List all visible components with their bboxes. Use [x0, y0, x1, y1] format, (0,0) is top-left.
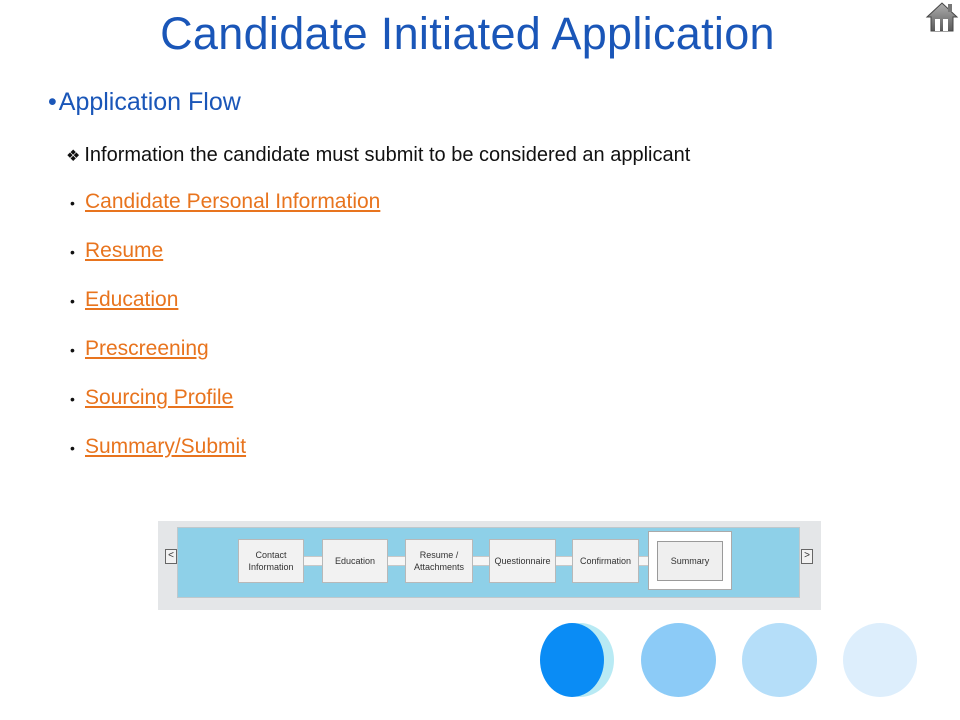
next-arrow-button[interactable]: >: [801, 549, 813, 564]
list-bullet: •: [70, 440, 75, 456]
list-item: [70, 288, 380, 337]
link-prescreening[interactable]: Prescreening: [85, 337, 209, 360]
step-connector: [387, 556, 407, 566]
list-item: [70, 239, 380, 288]
link-education[interactable]: Education: [85, 288, 179, 311]
list-item: [70, 386, 380, 435]
slide-title: Candidate Initiated Application: [160, 8, 775, 59]
link-summary-submit[interactable]: Summary/Submit: [85, 435, 247, 458]
decorative-circle-3: [742, 623, 817, 697]
step-connector: [555, 556, 573, 566]
list-item: [70, 435, 380, 484]
step-questionnaire[interactable]: Questionnaire: [489, 539, 556, 583]
link-candidate-personal-information[interactable]: Candidate Personal Information: [85, 190, 381, 213]
step-summary-label: Summary: [657, 541, 723, 581]
prev-arrow-button[interactable]: <: [165, 549, 177, 564]
step-resume-attachments[interactable]: Resume / Attachments: [405, 539, 473, 583]
step-education[interactable]: Education: [322, 539, 388, 583]
step-contact-information[interactable]: Contact Information: [238, 539, 304, 583]
list-item: [70, 190, 380, 239]
home-icon: [924, 0, 960, 34]
heading-bullet: •: [48, 88, 57, 116]
list-item: [70, 337, 380, 386]
decorative-circle-1: [540, 623, 604, 697]
subheading: [66, 144, 690, 167]
decorative-circle-4: [843, 623, 917, 697]
list-bullet: •: [70, 342, 75, 358]
link-sourcing-profile[interactable]: Sourcing Profile: [85, 386, 234, 409]
subheading-text: Information the candidate must submit to be considered an applicant: [84, 144, 691, 166]
section-heading: [48, 88, 241, 117]
diamond-bullet-icon: ❖: [66, 147, 81, 165]
heading-text: Application Flow: [58, 88, 241, 116]
list-bullet: •: [70, 244, 75, 260]
flow-link-list: [70, 190, 380, 484]
list-bullet: •: [70, 195, 75, 211]
link-resume[interactable]: Resume: [85, 239, 164, 262]
list-bullet: •: [70, 391, 75, 407]
step-connector: [472, 556, 490, 566]
step-connector: [303, 556, 323, 566]
step-summary-active[interactable]: [648, 531, 732, 590]
home-button[interactable]: [924, 0, 960, 34]
decorative-circle-2: [641, 623, 716, 697]
step-confirmation[interactable]: Confirmation: [572, 539, 639, 583]
list-bullet: •: [70, 293, 75, 309]
